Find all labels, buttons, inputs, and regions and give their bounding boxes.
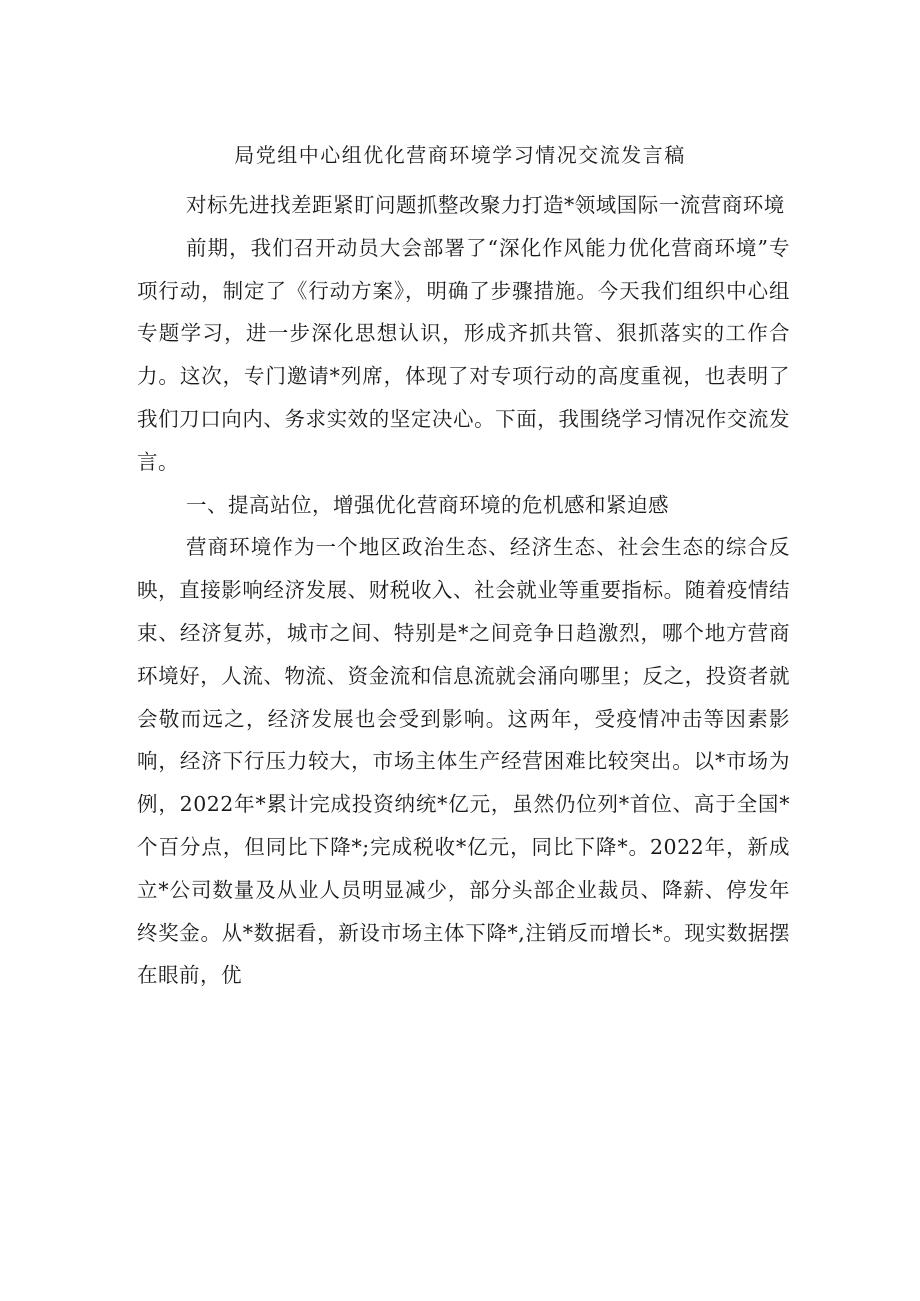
- document-title: 局党组中心组优化营商环境学习情况交流发言稿: [234, 143, 686, 167]
- body-paragraph: 营商环境作为一个地区政治生态、经济生态、社会生态的综合反映，直接影响经济发展、财税收入、社会就业等重要指标。随着疫情结束、经济复苏，城市之间、特别是*之间竞争日趋激烈，哪个地方营商环境好，人流、物流、资金流和信息流就会涌向哪里；反之，投资者就会敬而远之，经济发展也会受到影响。这两年，受疫情冲击等因素影响，经济下行压力较大，市场主体生产经营困难比较突出。以*市场为例，2022年*累计完成投资纳统*亿元，虽然仍位列*首位、高于全国*个百分点，但同比下降*;完成税收*亿元，同比下降*。2022年，新成立*公司数量及从业人员明显减少，部分头部企业裁员、降薪、停发年终奖金。从*数据看，新设市场主体下降*,注销反而增长*。现实数据摆在眼前，优: [137, 535, 790, 988]
- section-heading: 一、提高站位，增强优化营商环境的危机感和紧迫感: [186, 492, 669, 517]
- intro-paragraph: 前期，我们召开动员大会部署了“深化作风能力优化营商环境”专项行动，制定了《行动方案》，明确了步骤措施。今天我们组织中心组专题学习，进一步深化思想认识，形成齐抓共管、狠抓落实的工作合力。这次，专门邀请*列席，体现了对专项行动的高度重视，也表明了我们刀口向内、务求实效的坚定决心。下面，我围绕学习情况作交流发言。: [137, 235, 790, 474]
- subtitle-paragraph: 对标先进找差距紧盯问题抓整改聚力打造*领域国际一流营商环境: [186, 193, 785, 217]
- document-body: [137, 184, 790, 997]
